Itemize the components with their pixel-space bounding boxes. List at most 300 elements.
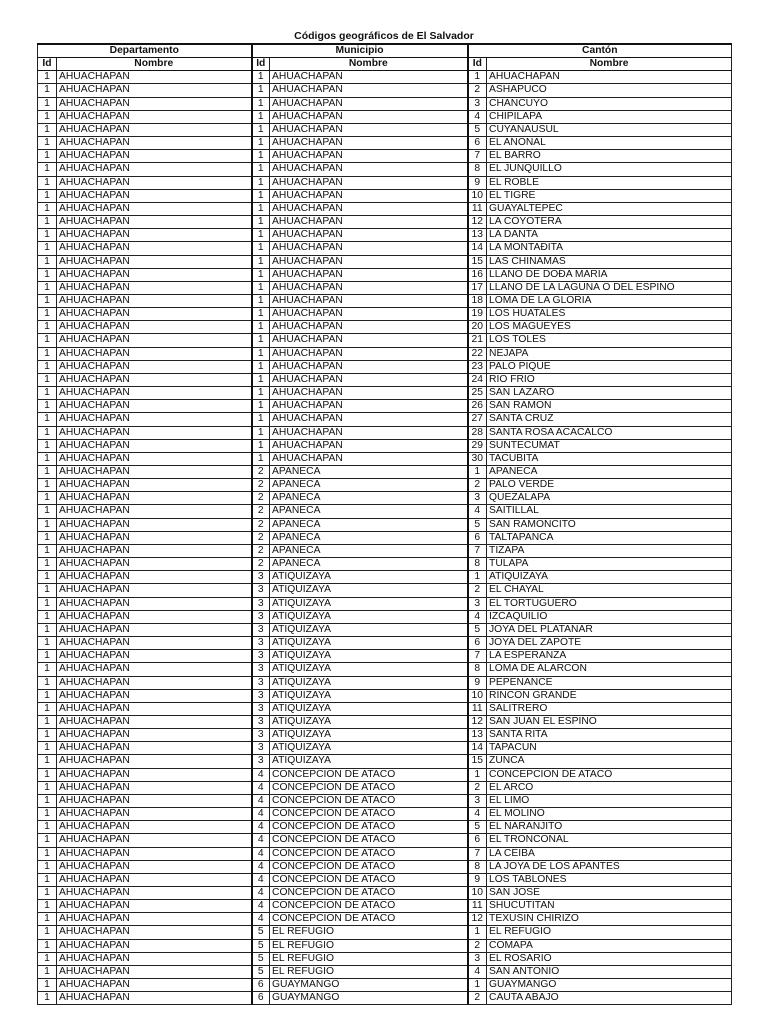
municipio-id-cell: 3 — [252, 755, 270, 768]
canton-nombre-cell: SAN ANTONIO — [487, 965, 732, 978]
municipio-id-cell: 1 — [252, 308, 270, 321]
departamento-id-cell: 1 — [38, 400, 57, 413]
municipio-id-cell: 1 — [252, 137, 270, 150]
header-departamento: Departamento — [38, 44, 252, 58]
municipio-id-cell: 6 — [252, 979, 270, 992]
departamento-nombre-cell: AHUACHAPAN — [57, 900, 252, 913]
canton-id-cell: 11 — [468, 900, 487, 913]
municipio-id-cell: 5 — [252, 939, 270, 952]
municipio-id-cell: 1 — [252, 163, 270, 176]
canton-id-cell: 19 — [468, 308, 487, 321]
canton-id-cell: 7 — [468, 544, 487, 557]
municipio-nombre-cell: APANECA — [270, 466, 468, 479]
municipio-nombre-cell: AHUACHAPAN — [270, 360, 468, 373]
departamento-id-cell: 1 — [38, 979, 57, 992]
table-row — [38, 965, 732, 978]
departamento-nombre-cell: AHUACHAPAN — [57, 505, 252, 518]
departamento-id-cell: 1 — [38, 268, 57, 281]
municipio-id-cell: 4 — [252, 834, 270, 847]
canton-id-cell: 3 — [468, 794, 487, 807]
table-row — [38, 610, 732, 623]
table-row — [38, 531, 732, 544]
table-row — [38, 768, 732, 781]
municipio-id-cell: 3 — [252, 729, 270, 742]
municipio-id-cell: 1 — [252, 189, 270, 202]
table-subheader-row — [38, 58, 732, 71]
municipio-nombre-cell: AHUACHAPAN — [270, 308, 468, 321]
canton-nombre-cell: EL LIMO — [487, 794, 732, 807]
departamento-nombre-cell: AHUACHAPAN — [57, 558, 252, 571]
municipio-nombre-cell: ATIQUIZAYA — [270, 742, 468, 755]
table-row — [38, 689, 732, 702]
departamento-nombre-cell: AHUACHAPAN — [57, 860, 252, 873]
canton-id-cell: 10 — [468, 887, 487, 900]
departamento-nombre-cell: AHUACHAPAN — [57, 84, 252, 97]
canton-nombre-cell: TACUBITA — [487, 452, 732, 465]
municipio-id-cell: 1 — [252, 84, 270, 97]
municipio-id-cell: 1 — [252, 71, 270, 84]
departamento-id-cell: 1 — [38, 202, 57, 215]
municipio-nombre-cell: GUAYMANGO — [270, 979, 468, 992]
departamento-nombre-cell: AHUACHAPAN — [57, 268, 252, 281]
canton-id-cell: 8 — [468, 163, 487, 176]
canton-nombre-cell: LA CEIBA — [487, 847, 732, 860]
departamento-id-cell: 1 — [38, 794, 57, 807]
departamento-id-cell: 1 — [38, 137, 57, 150]
departamento-nombre-cell: AHUACHAPAN — [57, 623, 252, 636]
canton-id-cell: 1 — [468, 926, 487, 939]
table-row — [38, 413, 732, 426]
canton-nombre-cell: SANTA RITA — [487, 729, 732, 742]
departamento-id-cell: 1 — [38, 492, 57, 505]
departamento-id-cell: 1 — [38, 347, 57, 360]
canton-id-cell: 29 — [468, 439, 487, 452]
canton-id-cell: 2 — [468, 584, 487, 597]
canton-nombre-cell: LAS CHINAMAS — [487, 255, 732, 268]
departamento-id-cell: 1 — [38, 123, 57, 136]
canton-id-cell: 13 — [468, 729, 487, 742]
departamento-nombre-cell: AHUACHAPAN — [57, 913, 252, 926]
departamento-nombre-cell: AHUACHAPAN — [57, 202, 252, 215]
departamento-nombre-cell: AHUACHAPAN — [57, 492, 252, 505]
municipio-nombre-cell: AHUACHAPAN — [270, 268, 468, 281]
canton-nombre-cell: COMAPA — [487, 939, 732, 952]
departamento-nombre-cell: AHUACHAPAN — [57, 715, 252, 728]
municipio-nombre-cell: APANECA — [270, 492, 468, 505]
table-row — [38, 597, 732, 610]
departamento-nombre-cell: AHUACHAPAN — [57, 216, 252, 229]
departamento-id-cell: 1 — [38, 821, 57, 834]
canton-nombre-cell: EL REFUGIO — [487, 926, 732, 939]
canton-id-cell: 7 — [468, 847, 487, 860]
departamento-nombre-cell: AHUACHAPAN — [57, 834, 252, 847]
canton-id-cell: 10 — [468, 189, 487, 202]
departamento-id-cell: 1 — [38, 808, 57, 821]
table-row — [38, 308, 732, 321]
municipio-id-cell: 1 — [252, 202, 270, 215]
table-row — [38, 400, 732, 413]
departamento-nombre-cell: AHUACHAPAN — [57, 689, 252, 702]
canton-id-cell: 1 — [468, 571, 487, 584]
table-row — [38, 650, 732, 663]
municipio-nombre-cell: AHUACHAPAN — [270, 439, 468, 452]
municipio-nombre-cell: CONCEPCION DE ATACO — [270, 781, 468, 794]
canton-id-cell: 4 — [468, 505, 487, 518]
municipio-nombre-cell: ATIQUIZAYA — [270, 676, 468, 689]
municipio-id-cell: 3 — [252, 623, 270, 636]
table-row — [38, 229, 732, 242]
canton-id-cell: 1 — [468, 466, 487, 479]
table-row — [38, 373, 732, 386]
municipio-id-cell: 3 — [252, 742, 270, 755]
municipio-nombre-cell: APANECA — [270, 518, 468, 531]
canton-id-cell: 12 — [468, 216, 487, 229]
header-canton: Cantón — [468, 44, 732, 58]
canton-nombre-cell: LA MONTAĐITA — [487, 242, 732, 255]
departamento-nombre-cell: AHUACHAPAN — [57, 97, 252, 110]
departamento-nombre-cell: AHUACHAPAN — [57, 479, 252, 492]
table-row — [38, 834, 732, 847]
canton-nombre-cell: EL BARRO — [487, 150, 732, 163]
municipio-id-cell: 4 — [252, 781, 270, 794]
departamento-nombre-cell: AHUACHAPAN — [57, 400, 252, 413]
canton-id-cell: 2 — [468, 992, 487, 1005]
departamento-nombre-cell: AHUACHAPAN — [57, 584, 252, 597]
municipio-id-cell: 4 — [252, 768, 270, 781]
canton-nombre-cell: SAN RAMON — [487, 400, 732, 413]
municipio-nombre-cell: CONCEPCION DE ATACO — [270, 873, 468, 886]
departamento-id-cell: 1 — [38, 360, 57, 373]
page-title: Códigos geográficos de El Salvador — [294, 30, 474, 42]
table-row — [38, 189, 732, 202]
departamento-id-cell: 1 — [38, 584, 57, 597]
municipio-id-cell: 1 — [252, 334, 270, 347]
municipio-nombre-cell: APANECA — [270, 531, 468, 544]
municipio-nombre-cell: EL REFUGIO — [270, 952, 468, 965]
canton-nombre-cell: LOS MAGUEYES — [487, 321, 732, 334]
canton-nombre-cell: EL TORTUGUERO — [487, 597, 732, 610]
municipio-nombre-cell: ATIQUIZAYA — [270, 755, 468, 768]
municipio-nombre-cell: AHUACHAPAN — [270, 137, 468, 150]
table-row — [38, 821, 732, 834]
table-row — [38, 294, 732, 307]
municipio-nombre-cell: AHUACHAPAN — [270, 216, 468, 229]
departamento-id-cell: 1 — [38, 742, 57, 755]
canton-nombre-cell: CAUTA ABAJO — [487, 992, 732, 1005]
canton-nombre-cell: GUAYMANGO — [487, 979, 732, 992]
departamento-nombre-cell: AHUACHAPAN — [57, 597, 252, 610]
canton-nombre-cell: ZUNCA — [487, 755, 732, 768]
canton-id-cell: 5 — [468, 123, 487, 136]
canton-nombre-cell: LOMA DE ALARCON — [487, 663, 732, 676]
municipio-nombre-cell: ATIQUIZAYA — [270, 715, 468, 728]
canton-nombre-cell: SALITRERO — [487, 702, 732, 715]
municipio-nombre-cell: AHUACHAPAN — [270, 452, 468, 465]
departamento-id-cell: 1 — [38, 544, 57, 557]
departamento-id-cell: 1 — [38, 939, 57, 952]
departamento-id-cell: 1 — [38, 623, 57, 636]
table-row — [38, 702, 732, 715]
table-row — [38, 216, 732, 229]
departamento-id-cell: 1 — [38, 308, 57, 321]
canton-nombre-cell: SAN JUAN EL ESPINO — [487, 715, 732, 728]
departamento-id-cell: 1 — [38, 531, 57, 544]
municipio-nombre-cell: ATIQUIZAYA — [270, 702, 468, 715]
canton-id-cell: 25 — [468, 387, 487, 400]
municipio-id-cell: 1 — [252, 452, 270, 465]
departamento-id-cell: 1 — [38, 479, 57, 492]
canton-nombre-cell: CUYANAUSUL — [487, 123, 732, 136]
departamento-nombre-cell: AHUACHAPAN — [57, 347, 252, 360]
table-row — [38, 202, 732, 215]
canton-nombre-cell: TEXUSIN CHIRIZO — [487, 913, 732, 926]
table-row — [38, 360, 732, 373]
canton-nombre-cell: CHANCUYO — [487, 97, 732, 110]
canton-nombre-cell: PEPENANCE — [487, 676, 732, 689]
municipio-id-cell: 1 — [252, 321, 270, 334]
departamento-nombre-cell: AHUACHAPAN — [57, 637, 252, 650]
canton-id-cell: 16 — [468, 268, 487, 281]
table-row — [38, 321, 732, 334]
municipio-id-cell: 5 — [252, 965, 270, 978]
municipio-nombre-cell: APANECA — [270, 558, 468, 571]
canton-id-cell: 2 — [468, 479, 487, 492]
municipio-id-cell: 3 — [252, 663, 270, 676]
departamento-id-cell: 1 — [38, 637, 57, 650]
table-row — [38, 426, 732, 439]
municipio-nombre-cell: ATIQUIZAYA — [270, 663, 468, 676]
municipio-nombre-cell: AHUACHAPAN — [270, 189, 468, 202]
canton-nombre-cell: LOMA DE LA GLORIA — [487, 294, 732, 307]
municipio-nombre-cell: CONCEPCION DE ATACO — [270, 847, 468, 860]
municipio-nombre-cell: AHUACHAPAN — [270, 242, 468, 255]
canton-nombre-cell: LA JOYA DE LOS APANTES — [487, 860, 732, 873]
canton-nombre-cell: ATIQUIZAYA — [487, 571, 732, 584]
departamento-nombre-cell: AHUACHAPAN — [57, 294, 252, 307]
table-row — [38, 676, 732, 689]
departamento-nombre-cell: AHUACHAPAN — [57, 887, 252, 900]
municipio-nombre-cell: AHUACHAPAN — [270, 321, 468, 334]
canton-id-cell: 2 — [468, 939, 487, 952]
canton-nombre-cell: EL ARCO — [487, 781, 732, 794]
departamento-id-cell: 1 — [38, 768, 57, 781]
municipio-nombre-cell: AHUACHAPAN — [270, 229, 468, 242]
departamento-nombre-cell: AHUACHAPAN — [57, 176, 252, 189]
departamento-nombre-cell: AHUACHAPAN — [57, 939, 252, 952]
canton-nombre-cell: PALO VERDE — [487, 479, 732, 492]
canton-nombre-cell: TAPACUN — [487, 742, 732, 755]
departamento-id-cell: 1 — [38, 466, 57, 479]
departamento-nombre-cell: AHUACHAPAN — [57, 729, 252, 742]
header-departamento-id: Id — [38, 58, 57, 71]
canton-id-cell: 15 — [468, 255, 487, 268]
departamento-id-cell: 1 — [38, 952, 57, 965]
header-canton-id: Id — [468, 58, 487, 71]
header-departamento-nombre: Nombre — [57, 58, 252, 71]
departamento-nombre-cell: AHUACHAPAN — [57, 952, 252, 965]
departamento-nombre-cell: AHUACHAPAN — [57, 137, 252, 150]
municipio-id-cell: 1 — [252, 439, 270, 452]
municipio-nombre-cell: ATIQUIZAYA — [270, 584, 468, 597]
departamento-nombre-cell: AHUACHAPAN — [57, 321, 252, 334]
departamento-id-cell: 1 — [38, 729, 57, 742]
table-row — [38, 992, 732, 1005]
canton-nombre-cell: LOS TABLONES — [487, 873, 732, 886]
canton-id-cell: 26 — [468, 400, 487, 413]
table-row — [38, 558, 732, 571]
municipio-id-cell: 1 — [252, 150, 270, 163]
departamento-nombre-cell: AHUACHAPAN — [57, 650, 252, 663]
canton-nombre-cell: SAN RAMONCITO — [487, 518, 732, 531]
header-municipio: Municipio — [252, 44, 468, 58]
canton-nombre-cell: LOS TOLES — [487, 334, 732, 347]
departamento-id-cell: 1 — [38, 387, 57, 400]
canton-nombre-cell: SUNTECUMAT — [487, 439, 732, 452]
canton-nombre-cell: SANTA ROSA ACACALCO — [487, 426, 732, 439]
municipio-nombre-cell: EL REFUGIO — [270, 926, 468, 939]
canton-id-cell: 27 — [468, 413, 487, 426]
canton-nombre-cell: RIO FRIO — [487, 373, 732, 386]
table-row — [38, 952, 732, 965]
canton-id-cell: 5 — [468, 518, 487, 531]
table-row — [38, 281, 732, 294]
departamento-nombre-cell: AHUACHAPAN — [57, 452, 252, 465]
municipio-id-cell: 2 — [252, 479, 270, 492]
departamento-id-cell: 1 — [38, 294, 57, 307]
canton-id-cell: 4 — [468, 965, 487, 978]
departamento-id-cell: 1 — [38, 650, 57, 663]
municipio-nombre-cell: AHUACHAPAN — [270, 400, 468, 413]
departamento-id-cell: 1 — [38, 413, 57, 426]
canton-nombre-cell: EL TRONCONAL — [487, 834, 732, 847]
canton-nombre-cell: NEJAPA — [487, 347, 732, 360]
table-row — [38, 847, 732, 860]
departamento-nombre-cell: AHUACHAPAN — [57, 150, 252, 163]
municipio-nombre-cell: CONCEPCION DE ATACO — [270, 834, 468, 847]
municipio-id-cell: 3 — [252, 702, 270, 715]
departamento-nombre-cell: AHUACHAPAN — [57, 439, 252, 452]
departamento-id-cell: 1 — [38, 873, 57, 886]
departamento-nombre-cell: AHUACHAPAN — [57, 281, 252, 294]
canton-nombre-cell: ASHAPUCO — [487, 84, 732, 97]
canton-id-cell: 18 — [468, 294, 487, 307]
municipio-nombre-cell: CONCEPCION DE ATACO — [270, 860, 468, 873]
table-row — [38, 505, 732, 518]
table-row — [38, 926, 732, 939]
departamento-nombre-cell: AHUACHAPAN — [57, 781, 252, 794]
table-row — [38, 584, 732, 597]
canton-nombre-cell: PALO PIQUE — [487, 360, 732, 373]
canton-nombre-cell: LOS HUATALES — [487, 308, 732, 321]
departamento-nombre-cell: AHUACHAPAN — [57, 676, 252, 689]
municipio-id-cell: 4 — [252, 794, 270, 807]
municipio-nombre-cell: AHUACHAPAN — [270, 373, 468, 386]
canton-id-cell: 11 — [468, 702, 487, 715]
municipio-nombre-cell: ATIQUIZAYA — [270, 689, 468, 702]
municipio-nombre-cell: CONCEPCION DE ATACO — [270, 821, 468, 834]
table-row — [38, 137, 732, 150]
municipio-id-cell: 1 — [252, 176, 270, 189]
departamento-nombre-cell: AHUACHAPAN — [57, 229, 252, 242]
departamento-nombre-cell: AHUACHAPAN — [57, 71, 252, 84]
canton-id-cell: 3 — [468, 597, 487, 610]
canton-nombre-cell: IZCAQUILIO — [487, 610, 732, 623]
canton-nombre-cell: EL ANONAL — [487, 137, 732, 150]
table-row — [38, 466, 732, 479]
departamento-nombre-cell: AHUACHAPAN — [57, 518, 252, 531]
table-row — [38, 637, 732, 650]
municipio-id-cell: 1 — [252, 281, 270, 294]
municipio-id-cell: 2 — [252, 544, 270, 557]
departamento-nombre-cell: AHUACHAPAN — [57, 334, 252, 347]
municipio-id-cell: 2 — [252, 505, 270, 518]
canton-id-cell: 4 — [468, 808, 487, 821]
municipio-id-cell: 3 — [252, 584, 270, 597]
table-row — [38, 97, 732, 110]
municipio-nombre-cell: AHUACHAPAN — [270, 413, 468, 426]
departamento-nombre-cell: AHUACHAPAN — [57, 979, 252, 992]
municipio-id-cell: 3 — [252, 597, 270, 610]
departamento-nombre-cell: AHUACHAPAN — [57, 965, 252, 978]
table-row — [38, 860, 732, 873]
municipio-id-cell: 5 — [252, 926, 270, 939]
canton-id-cell: 7 — [468, 650, 487, 663]
municipio-nombre-cell: AHUACHAPAN — [270, 150, 468, 163]
municipio-id-cell: 1 — [252, 347, 270, 360]
canton-id-cell: 2 — [468, 84, 487, 97]
table-row — [38, 715, 732, 728]
municipio-nombre-cell: CONCEPCION DE ATACO — [270, 768, 468, 781]
canton-nombre-cell: EL MOLINO — [487, 808, 732, 821]
header-municipio-nombre: Nombre — [270, 58, 468, 71]
municipio-id-cell: 3 — [252, 637, 270, 650]
departamento-id-cell: 1 — [38, 965, 57, 978]
table-row — [38, 163, 732, 176]
table-row — [38, 729, 732, 742]
canton-nombre-cell: LLANO DE LA LAGUNA O DEL ESPINO — [487, 281, 732, 294]
canton-nombre-cell: SAN JOSE — [487, 887, 732, 900]
canton-id-cell: 6 — [468, 137, 487, 150]
departamento-nombre-cell: AHUACHAPAN — [57, 992, 252, 1005]
departamento-nombre-cell: AHUACHAPAN — [57, 110, 252, 123]
table-row — [38, 623, 732, 636]
municipio-id-cell: 3 — [252, 715, 270, 728]
canton-id-cell: 6 — [468, 531, 487, 544]
canton-id-cell: 8 — [468, 558, 487, 571]
departamento-id-cell: 1 — [38, 663, 57, 676]
departamento-nombre-cell: AHUACHAPAN — [57, 544, 252, 557]
departamento-nombre-cell: AHUACHAPAN — [57, 255, 252, 268]
canton-id-cell: 12 — [468, 913, 487, 926]
canton-id-cell: 5 — [468, 623, 487, 636]
canton-id-cell: 28 — [468, 426, 487, 439]
departamento-id-cell: 1 — [38, 84, 57, 97]
departamento-id-cell: 1 — [38, 992, 57, 1005]
canton-id-cell: 1 — [468, 768, 487, 781]
canton-id-cell: 22 — [468, 347, 487, 360]
table-row — [38, 334, 732, 347]
municipio-id-cell: 1 — [252, 387, 270, 400]
canton-id-cell: 1 — [468, 71, 487, 84]
municipio-nombre-cell: GUAYMANGO — [270, 992, 468, 1005]
municipio-nombre-cell: ATIQUIZAYA — [270, 597, 468, 610]
departamento-id-cell: 1 — [38, 216, 57, 229]
departamento-id-cell: 1 — [38, 281, 57, 294]
municipio-id-cell: 1 — [252, 400, 270, 413]
departamento-id-cell: 1 — [38, 176, 57, 189]
municipio-id-cell: 1 — [252, 216, 270, 229]
departamento-nombre-cell: AHUACHAPAN — [57, 360, 252, 373]
